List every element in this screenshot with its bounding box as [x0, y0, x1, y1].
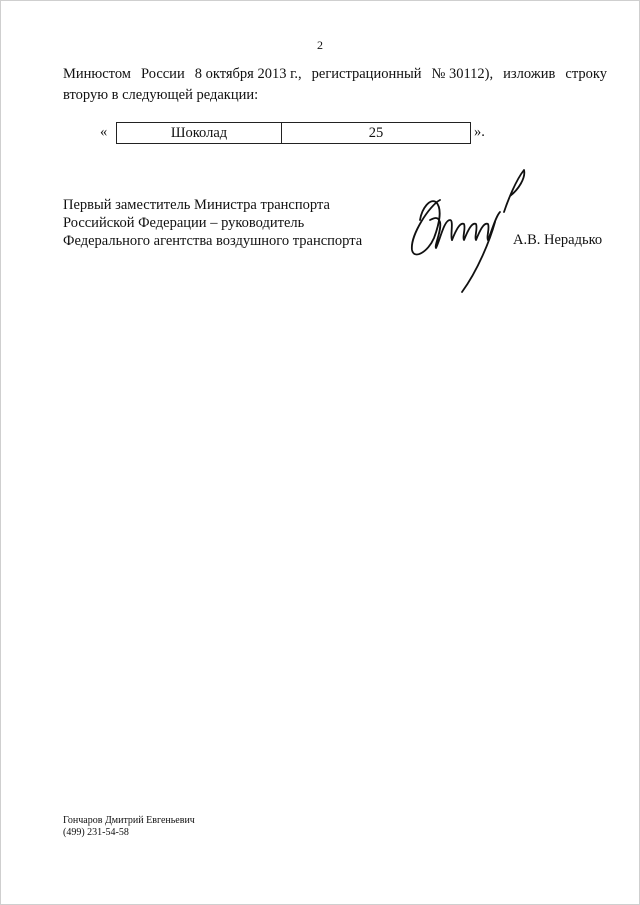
executor-info	[63, 815, 195, 839]
word: 8 октября 2013 г.,	[194, 66, 302, 82]
body-paragraph	[63, 64, 607, 106]
signer-title	[63, 196, 362, 250]
table-cells	[116, 122, 471, 144]
paragraph-line-1	[63, 64, 607, 85]
signer-name: А.В. Нерадько	[513, 232, 603, 248]
word: изложив	[503, 66, 556, 82]
word: строку	[565, 66, 607, 82]
signer-title-line: Первый заместитель Министра транспорта	[63, 197, 330, 213]
executor-name: Гончаров Дмитрий Евгеньевич	[63, 815, 195, 826]
word: Минюстом	[63, 66, 131, 82]
word: регистрационный	[311, 66, 422, 82]
table-cell-value: 25	[368, 125, 384, 141]
closing-quote: ».	[474, 124, 485, 140]
word: № 30112),	[431, 66, 494, 82]
handwritten-signature	[400, 160, 535, 300]
paragraph-line-2: вторую в следующей редакции:	[63, 87, 259, 103]
signer-title-line: Федерального агентства воздушного транспорта	[63, 233, 363, 249]
signer-title-line: Российской Федерации – руководитель	[63, 215, 305, 231]
opening-quote: «	[100, 124, 108, 140]
word: России	[141, 66, 185, 82]
table-cell-product: Шоколад	[117, 123, 282, 143]
executor-phone: (499) 231-54-58	[63, 827, 129, 838]
page-number: 2	[317, 38, 323, 52]
